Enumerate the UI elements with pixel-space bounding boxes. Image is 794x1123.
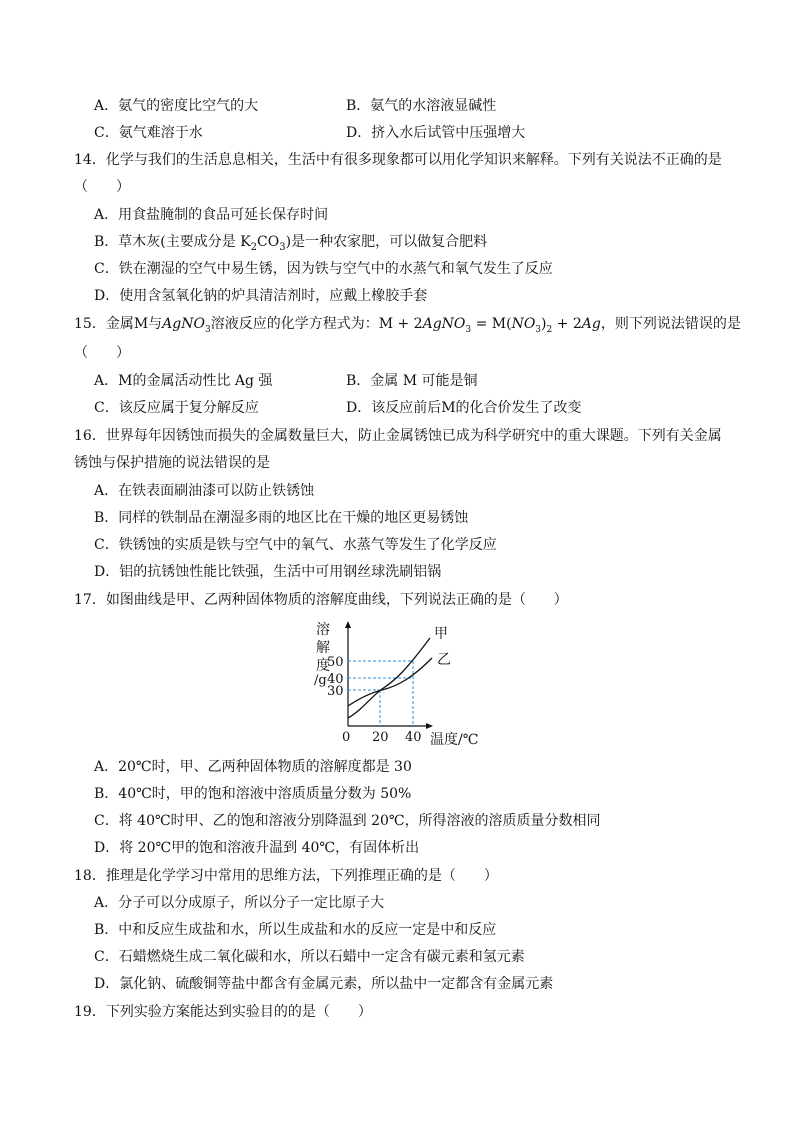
q17-option-c: C．将 40℃时甲、乙的饱和溶液分别降温到 20℃，所得溶液的溶质质量分数相同 xyxy=(94,813,601,829)
q14-option-a: A．用食盐腌制的食品可延长保存时间 xyxy=(94,207,329,223)
series-label-jia: 甲 xyxy=(434,626,448,642)
q17-option-b: B．40℃时，甲的饱和溶液中溶质质量分数为 50% xyxy=(94,786,412,802)
q15-option-a: A．M的金属活动性比 Ag 强 xyxy=(94,373,273,389)
q14-blank: （ ） xyxy=(74,179,130,195)
y-tick-40: 40 xyxy=(327,672,344,687)
x-axis-arrow xyxy=(426,723,433,729)
x-tick-40: 40 xyxy=(405,730,422,745)
q14-option-b: B．草木灰(主要成分是 $K_2CO_3$)是一种农家肥，可以做复合肥料 xyxy=(94,234,488,253)
y-axis-arrow xyxy=(345,621,351,628)
q18-stem: 18．推理是化学学习中常用的思维方法，下列推理正确的是（ ） xyxy=(74,868,498,884)
q18-option-b: B．中和反应生成盐和水，所以生成盐和水的反应一定是中和反应 xyxy=(94,922,497,938)
x-tick-20: 20 xyxy=(372,730,389,745)
q15-blank: （ ） xyxy=(74,345,130,361)
series-label-yi: 乙 xyxy=(437,652,451,668)
q16-stem-line1: 16．世界每年因锈蚀而损失的金属数量巨大，防止金属锈蚀已成为科学研究中的重大课题。下列有关金属 xyxy=(74,428,722,444)
q17-option-d: D．将 20℃甲的饱和溶液升温到 40℃，有固体析出 xyxy=(94,840,420,856)
q18-option-d: D．氯化钠、硫酸铜等盐中都含有金属元素，所以盐中一定都含有金属元素 xyxy=(94,976,554,992)
q16-stem-line2: 锈蚀与保护措施的说法错误的是 xyxy=(74,455,270,471)
x-tick-0: 0 xyxy=(342,730,351,745)
q15-option-c: C．该反应属于复分解反应 xyxy=(94,400,259,416)
q18-option-a: A．分子可以分成原子，所以分子一定比原子大 xyxy=(94,895,385,911)
q13-option-b: B．氨气的水溶液显碱性 xyxy=(346,98,497,114)
q15-option-d: D．该反应前后M的化合价发生了改变 xyxy=(346,400,582,416)
y-label-1: 溶 xyxy=(316,622,330,638)
y-tick-50: 50 xyxy=(327,655,344,670)
y-tick-30: 30 xyxy=(327,684,344,699)
q18-option-c: C．石蜡燃烧生成二氧化碳和水，所以石蜡中一定含有碳元素和氢元素 xyxy=(94,949,525,965)
q16-option-d: D．铝的抗锈蚀性能比铁强，生活中可用钢丝球洗刷铝锅 xyxy=(94,564,442,580)
q15-stem: 15．金属M与AgNO$_3$溶液反应的化学方程式为：M + 2AgNO$_3$ = $M(NO_3)_2 + 2Ag$，则下列说法错误的是 xyxy=(74,316,741,335)
q17-option-a: A．20℃时，甲、乙两种固体物质的溶解度都是 30 xyxy=(94,759,412,775)
y-label-2: 解 xyxy=(316,640,330,656)
y-label-3: 度 xyxy=(316,658,330,674)
curve-yi xyxy=(348,658,432,706)
q17-stem: 17．如图曲线是甲、乙两种固体物质的溶解度曲线，下列说法正确的是（ ） xyxy=(74,592,568,608)
q14-option-d: D．使用含氢氧化钠的炉具清洁剂时，应戴上橡胶手套 xyxy=(94,288,428,304)
q16-option-c: C．铁锈蚀的实质是铁与空气中的氧气、水蒸气等发生了化学反应 xyxy=(94,537,497,553)
solubility-chart xyxy=(300,618,500,750)
q13-option-d: D．挤入水后试管中压强增大 xyxy=(346,125,526,141)
q13-option-a: A．氨气的密度比空气的大 xyxy=(94,98,259,114)
q13-option-c: C．氨气难溶于水 xyxy=(94,125,203,141)
y-label-4: /g xyxy=(314,673,327,688)
q16-option-b: B．同样的铁制品在潮湿多雨的地区比在干燥的地区更易锈蚀 xyxy=(94,510,469,526)
q19-stem: 19．下列实验方案能达到实验目的的是（ ） xyxy=(74,1004,372,1020)
x-axis-label: 温度/℃ xyxy=(430,732,479,748)
q14-stem: 14．化学与我们的生活息息相关，生活中有很多现象都可以用化学知识来解释。下列有关说法不正确的是 xyxy=(74,152,722,168)
q15-option-b: B．金属 M 可能是铜 xyxy=(346,373,478,389)
q14-option-c: C．铁在潮湿的空气中易生锈，因为铁与空气中的水蒸气和氧气发生了反应 xyxy=(94,261,553,277)
q16-option-a: A．在铁表面刷油漆可以防止铁锈蚀 xyxy=(94,483,315,499)
